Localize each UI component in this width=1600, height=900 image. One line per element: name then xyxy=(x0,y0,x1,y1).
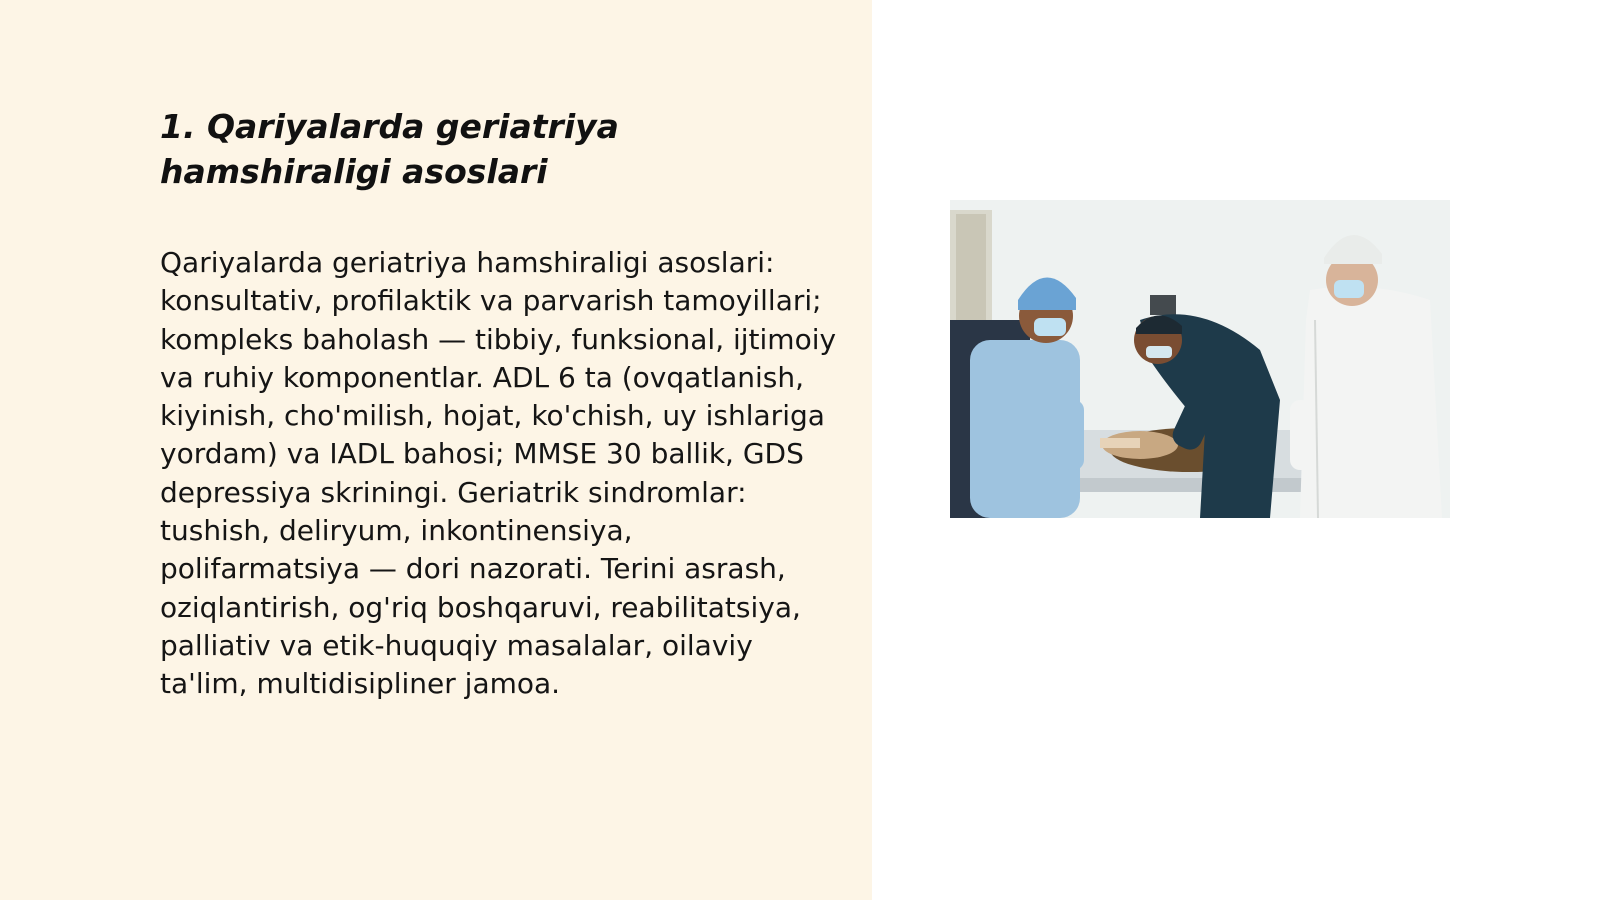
slide-title: 1. Qariyalarda geriatriya hamshiraligi asoslari xyxy=(160,107,619,191)
slide-body-text: Qariyalarda geriatriya hamshiraligi asoslari: konsultativ, profilaktik va parvarish tamoyillari; kompleks baholash — tibbiy, funksional, ijtimoiy va ruhiy komponentlar. ADL 6 ta (ovqatlanish, kiyinish, cho'milish, hojat, ko'chish, uy ishlariga yordam) va IADL bahosi; MMSE 30 ballik, GDS depressiya skriningi. Geriatrik sindromlar: tushish, deliryum, inkontinensiya, polifarmatsiya — dori nazorati. Terini asrash, oziqlantirish, og'riq boshqaruvi, reabilitatsiya, palliativ va etik-huquqiy masalalar, oilaviy ta'lim, multidisipliner jamoa. xyxy=(160,246,837,701)
medical-staff-photo xyxy=(950,200,1450,518)
photo-doctor-white xyxy=(1300,287,1442,518)
photo-wall-fixture xyxy=(1150,295,1176,315)
